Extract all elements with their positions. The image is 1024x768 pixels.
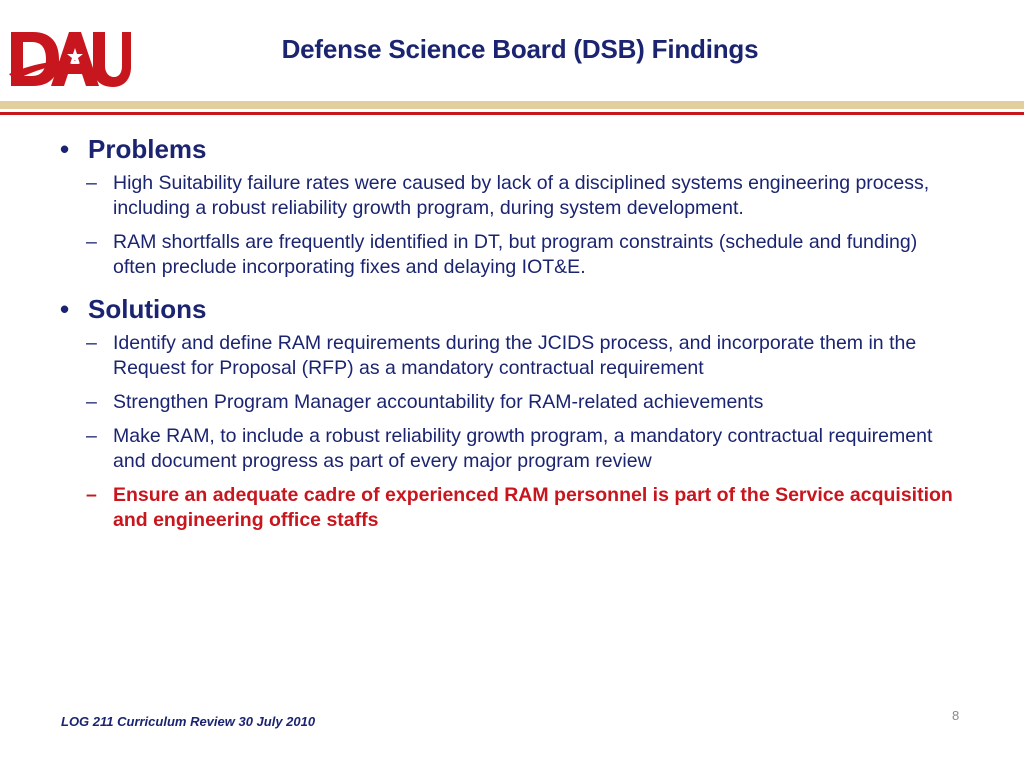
sub-bullet — [60, 171, 960, 221]
bullet-dot-icon: • — [60, 134, 70, 164]
sub-bullet-text: Make RAM, to include a robust reliability growth program, a mandatory contractual requirement and document progress as part of every major program review — [113, 425, 933, 472]
bullet-heading: Solutions — [88, 294, 207, 324]
sub-bullet-text: Strengthen Program Manager accountability for RAM-related achievements — [113, 391, 764, 413]
dash-icon: – — [86, 332, 97, 354]
sub-bullet — [60, 331, 960, 381]
footer-text: LOG 211 Curriculum Review 30 July 2010 — [61, 714, 316, 729]
sub-bullet — [60, 230, 960, 280]
sub-bullet-text: RAM shortfalls are frequently identified in DT, but program constraints (schedule and funding) often preclude incorporating fixes and delaying IOT&E. — [113, 231, 918, 278]
dash-icon: – — [86, 425, 97, 447]
page-number: 8 — [952, 708, 960, 723]
dash-icon: – — [86, 391, 97, 413]
slide-title: Defense Science Board (DSB) Findings — [281, 34, 759, 64]
red-divider — [0, 112, 1024, 115]
sub-bullet-text: High Suitability failure rates were caused by lack of a disciplined systems engineering process, including a robust reliability growth program, during system development. — [113, 172, 930, 219]
gold-divider — [0, 101, 1024, 109]
bullet-solutions — [60, 292, 960, 326]
slide-content — [60, 128, 960, 533]
dash-icon: – — [86, 231, 97, 253]
dash-icon: – — [86, 484, 97, 506]
bullet-dot-icon: • — [60, 294, 70, 324]
sub-bullet — [60, 390, 960, 415]
sub-bullet-highlighted — [60, 483, 960, 533]
sub-bullet-text: Ensure an adequate cadre of experienced RAM personnel is part of the Service acquisition and engineering office staffs — [113, 484, 953, 531]
bullet-problems — [60, 132, 960, 166]
sub-bullet-text: Identify and define RAM requirements during the JCIDS process, and incorporate them in the Request for Proposal (RFP) as a mandatory contractual requirement — [113, 332, 917, 379]
bullet-heading: Problems — [88, 134, 207, 164]
dash-icon: – — [86, 172, 97, 194]
sub-bullet — [60, 424, 960, 474]
